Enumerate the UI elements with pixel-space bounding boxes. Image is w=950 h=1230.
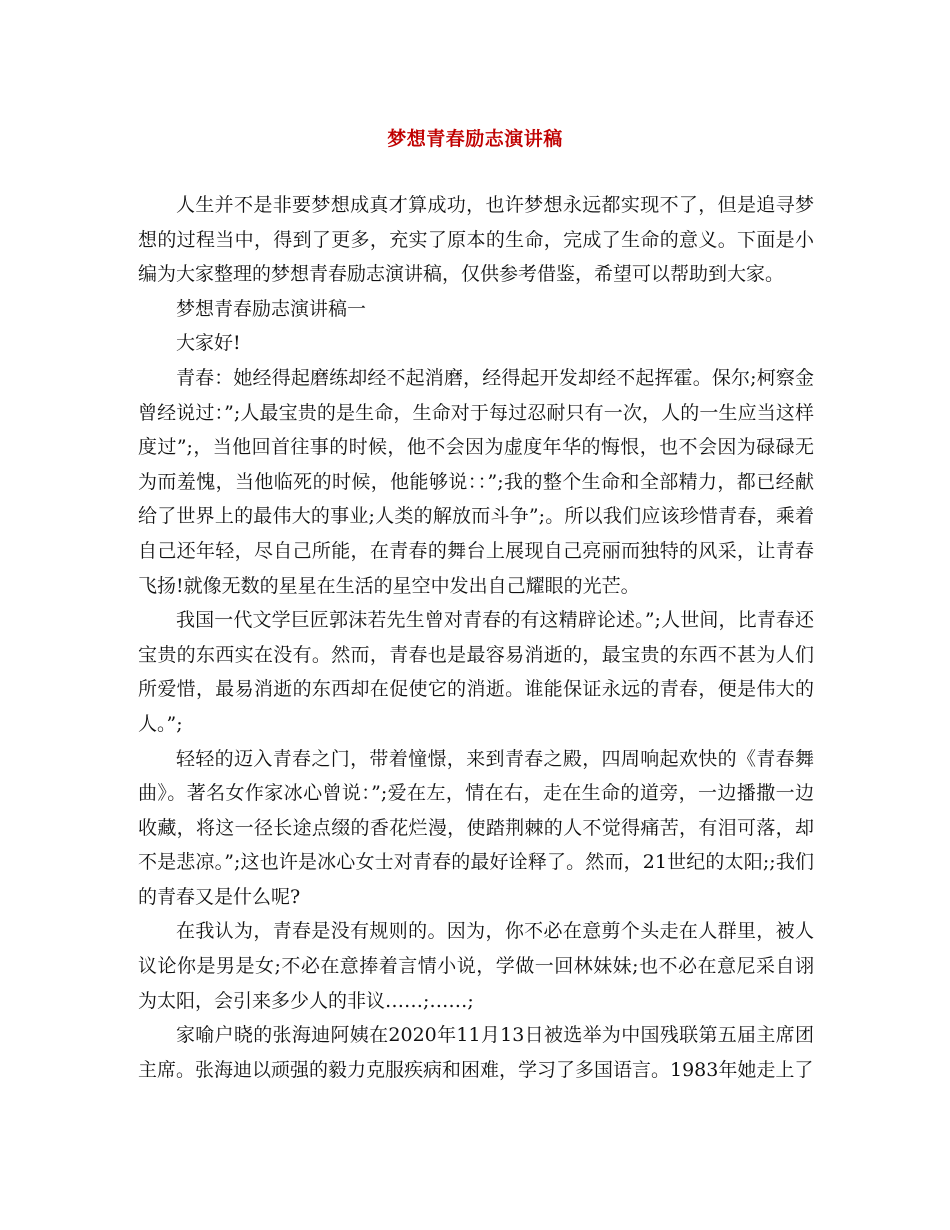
paragraph-section-heading: 梦想青春励志演讲稿一	[176, 297, 367, 320]
document-title: 梦想青春励志演讲稿	[387, 128, 563, 150]
paragraph-intro: 人生并不是非要梦想成真才算成功，也许梦想永远都实现不了，但是追寻梦想的过程当中，得到了更多，充实了原本的生命，完成了生命的意义。下面是小编为大家整理的梦想青春励志演讲稿，仅供参考借鉴，希望可以帮助到大家。	[138, 194, 814, 286]
paragraph-body: 青春：她经得起磨练却经不起消磨，经得起开发却经不起挥霍。保尔;柯察金曾经说过：”;人最宝贵的是生命，生命对于每过忍耐只有一次，人的一生应当这样度过”;，当他回首往事的时候，他不会因为虚度年华的悔恨，也不会因为碌碌无为而羞愧，当他临死的时候，他能够说：：”;我的整个生命和全部精力，都已经献给了世界上的最伟大的事业;人类的解放而斗争”;。所以我们应该珍惜青春，乘着自己还年轻，尽自己所能，在青春的舞台上展现自己亮丽而独特的风采，让青春飞扬!就像无数的星星在生活的星空中发出自己耀眼的光芒。	[138, 366, 814, 597]
paragraph-body: 家喻户晓的张海迪阿姨在2020年11月13日被选举为中国残联第五届主席团主席。张海迪以顽强的毅力克服疾病和困难，学习了多国语言。1983年她走上了	[138, 1024, 814, 1081]
paragraph-body: 我国一代文学巨匠郭沫若先生曾对青春的有这精辟论述。”;人世间，比青春还宝贵的东西实在没有。然而，青春也是最容易消逝的，最宝贵的东西不甚为人们所爱惜，最易消逝的东西却在促使它的消逝。谁能保证永远的青春，便是伟大的人。”;	[138, 609, 814, 735]
paragraph-body: 轻轻的迈入青春之门，带着憧憬，来到青春之殿，四周响起欢快的《青春舞曲》。著名女作家冰心曾说：”;爱在左，情在右，走在生命的道旁，一边播撒一边收藏，将这一径长途点缀的香花烂漫，使踏荆棘的人不觉得痛苦，有泪可落，却不是悲凉。”;这也许是冰心女士对青春的最好诠释了。然而，21世纪的太阳;;我们的青春又是什么呢?	[138, 747, 814, 908]
paragraph-greeting: 大家好!	[176, 332, 241, 355]
paragraph-body: 在我认为，青春是没有规则的。因为，你不必在意剪个头走在人群里，被人议论你是男是女;不必在意捧着言情小说，学做一回林妹妹;也不必在意尼采自诩为太阳，会引来多少人的非议……;……;	[138, 920, 814, 1012]
document-body	[138, 188, 814, 1087]
